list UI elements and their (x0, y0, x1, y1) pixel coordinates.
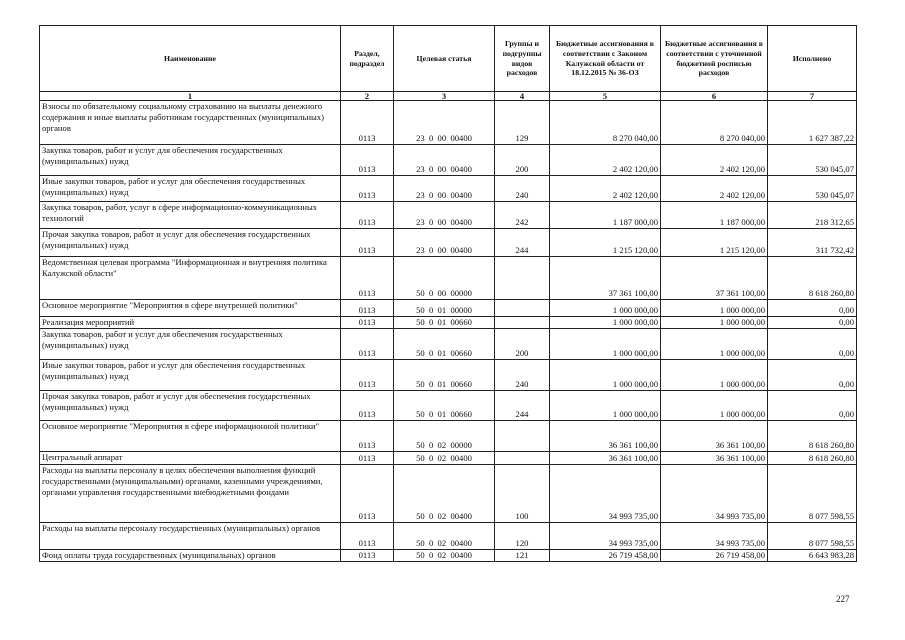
table-row (40, 317, 857, 329)
table-row (40, 452, 857, 465)
cell-budget: 36 361 100,00 (550, 452, 661, 465)
cell-executed: 6 643 983,28 (768, 550, 857, 562)
cell-budget: 34 993 735,00 (550, 523, 661, 550)
table-row (40, 176, 857, 202)
cell-executed: 0,00 (768, 391, 857, 421)
cell-group: 200 (495, 329, 550, 360)
cell-name: Основное мероприятие "Мероприятия в сфере внутренней политики" (40, 300, 341, 317)
cell-updated: 1 000 000,00 (661, 360, 768, 391)
cell-budget: 1 000 000,00 (550, 300, 661, 317)
cell-target: 50 0 01 00660 (394, 391, 495, 421)
table-row (40, 523, 857, 550)
cell-group: 120 (495, 523, 550, 550)
cell-updated: 36 361 100,00 (661, 452, 768, 465)
cell-budget: 1 000 000,00 (550, 329, 661, 360)
cell-budget: 34 993 735,00 (550, 465, 661, 523)
cell-updated: 1 000 000,00 (661, 300, 768, 317)
cell-budget: 1 215 120,00 (550, 229, 661, 257)
table-row (40, 391, 857, 421)
table-row (40, 145, 857, 176)
cell-updated: 36 361 100,00 (661, 421, 768, 452)
table-row (40, 329, 857, 360)
cell-group (495, 452, 550, 465)
cell-name: Центральный аппарат (40, 452, 341, 465)
column-number-row (40, 92, 857, 101)
cell-section: 0113 (341, 145, 394, 176)
cell-section: 0113 (341, 465, 394, 523)
cell-name: Иные закупки товаров, работ и услуг для обеспечения государственных (муниципальных) нужд (40, 360, 341, 391)
cell-target: 50 0 00 00000 (394, 257, 495, 300)
table-row (40, 257, 857, 300)
header-row (40, 26, 857, 92)
cell-name: Расходы на выплаты персоналу в целях обеспечения выполнения функций государственными (муниципальными) органами, казенными учреждениями, органами управления государственными внебюджетными фондами (40, 465, 341, 523)
header-section: Раздел, подраздел (341, 26, 394, 92)
cell-name: Закупка товаров, работ и услуг для обеспечения государственных (муниципальных) нужд (40, 329, 341, 360)
header-updated: Бюджетные ассигнования в соответствии с уточненной бюджетной росписью расходов (661, 26, 768, 92)
cell-executed: 8 618 260,80 (768, 452, 857, 465)
cell-target: 50 0 02 00400 (394, 523, 495, 550)
cell-group: 200 (495, 145, 550, 176)
cell-section: 0113 (341, 523, 394, 550)
cell-executed: 218 312,65 (768, 202, 857, 229)
cell-updated: 1 187 000,00 (661, 202, 768, 229)
cell-name: Реализация мероприятий (40, 317, 341, 329)
cell-name: Прочая закупка товаров, работ и услуг для обеспечения государственных (муниципальных) нужд (40, 229, 341, 257)
cell-group (495, 421, 550, 452)
cell-executed: 8 077 598,55 (768, 465, 857, 523)
cell-group: 240 (495, 176, 550, 202)
cell-updated: 2 402 120,00 (661, 176, 768, 202)
column-number: 1 (40, 92, 341, 101)
cell-section: 0113 (341, 257, 394, 300)
header-name: Наименование (40, 26, 341, 92)
cell-group: 244 (495, 229, 550, 257)
cell-target: 23 0 00 00400 (394, 101, 495, 145)
header-executed: Исполнено (768, 26, 857, 92)
column-number: 4 (495, 92, 550, 101)
cell-section: 0113 (341, 317, 394, 329)
cell-name: Прочая закупка товаров, работ и услуг для обеспечения государственных (муниципальных) нужд (40, 391, 341, 421)
table-row (40, 550, 857, 562)
cell-executed: 0,00 (768, 300, 857, 317)
cell-name: Взносы по обязательному социальному страхованию на выплаты денежного содержания и иные выплаты работникам государственных (муниципальных) органов (40, 101, 341, 145)
cell-updated: 34 993 735,00 (661, 523, 768, 550)
page-number: 227 (836, 594, 850, 604)
cell-budget: 2 402 120,00 (550, 145, 661, 176)
column-number: 3 (394, 92, 495, 101)
column-number: 5 (550, 92, 661, 101)
cell-name: Основное мероприятие "Мероприятия в сфере информационной политики" (40, 421, 341, 452)
cell-name: Фонд оплаты труда государственных (муниципальных) органов (40, 550, 341, 562)
cell-updated: 37 361 100,00 (661, 257, 768, 300)
cell-executed: 530 045,07 (768, 145, 857, 176)
cell-budget: 1 000 000,00 (550, 391, 661, 421)
cell-executed: 311 732,42 (768, 229, 857, 257)
cell-section: 0113 (341, 101, 394, 145)
cell-section: 0113 (341, 202, 394, 229)
cell-section: 0113 (341, 391, 394, 421)
cell-updated: 8 270 040,00 (661, 101, 768, 145)
cell-executed: 0,00 (768, 360, 857, 391)
cell-target: 50 0 02 00400 (394, 452, 495, 465)
cell-budget: 1 000 000,00 (550, 360, 661, 391)
table-row (40, 421, 857, 452)
cell-group (495, 257, 550, 300)
table-row (40, 101, 857, 145)
cell-updated: 26 719 458,00 (661, 550, 768, 562)
cell-budget: 2 402 120,00 (550, 176, 661, 202)
cell-executed: 8 618 260,80 (768, 421, 857, 452)
cell-name: Закупка товаров, работ, услуг в сфере информационно-коммуникационных технологий (40, 202, 341, 229)
cell-section: 0113 (341, 176, 394, 202)
cell-budget: 26 719 458,00 (550, 550, 661, 562)
cell-executed: 530 045,07 (768, 176, 857, 202)
cell-group: 121 (495, 550, 550, 562)
cell-name: Ведомственная целевая программа "Информационная и внутренняя политика Калужской области" (40, 257, 341, 300)
cell-updated: 1 215 120,00 (661, 229, 768, 257)
cell-section: 0113 (341, 421, 394, 452)
cell-target: 50 0 01 00000 (394, 300, 495, 317)
header-target: Целевая статья (394, 26, 495, 92)
cell-section: 0113 (341, 300, 394, 317)
table-row (40, 202, 857, 229)
cell-group (495, 300, 550, 317)
cell-target: 23 0 00 00400 (394, 202, 495, 229)
cell-target: 50 0 01 00660 (394, 329, 495, 360)
cell-target: 50 0 02 00400 (394, 465, 495, 523)
cell-section: 0113 (341, 550, 394, 562)
cell-budget: 8 270 040,00 (550, 101, 661, 145)
cell-updated: 2 402 120,00 (661, 145, 768, 176)
cell-budget: 1 187 000,00 (550, 202, 661, 229)
cell-target: 23 0 00 00400 (394, 229, 495, 257)
cell-section: 0113 (341, 329, 394, 360)
cell-budget: 36 361 100,00 (550, 421, 661, 452)
cell-target: 50 0 01 00660 (394, 360, 495, 391)
cell-executed: 0,00 (768, 317, 857, 329)
cell-target: 23 0 00 00400 (394, 176, 495, 202)
cell-updated: 34 993 735,00 (661, 465, 768, 523)
cell-group (495, 317, 550, 329)
cell-updated: 1 000 000,00 (661, 317, 768, 329)
cell-name: Закупка товаров, работ и услуг для обеспечения государственных (муниципальных) нужд (40, 145, 341, 176)
cell-target: 50 0 02 00000 (394, 421, 495, 452)
table-row (40, 360, 857, 391)
cell-updated: 1 000 000,00 (661, 391, 768, 421)
cell-group: 242 (495, 202, 550, 229)
cell-group: 240 (495, 360, 550, 391)
cell-executed: 8 077 598,55 (768, 523, 857, 550)
header-budget: Бюджетные ассигнования в соответствии с Законом Калужской области от 18.12.2015 № 36-ОЗ (550, 26, 661, 92)
cell-executed: 0,00 (768, 329, 857, 360)
cell-name: Расходы на выплаты персоналу государственных (муниципальных) органов (40, 523, 341, 550)
column-number: 2 (341, 92, 394, 101)
cell-budget: 1 000 000,00 (550, 317, 661, 329)
cell-group: 129 (495, 101, 550, 145)
table-row (40, 229, 857, 257)
cell-section: 0113 (341, 360, 394, 391)
cell-executed: 8 618 260,80 (768, 257, 857, 300)
cell-target: 23 0 00 00400 (394, 145, 495, 176)
cell-updated: 1 000 000,00 (661, 329, 768, 360)
cell-name: Иные закупки товаров, работ и услуг для обеспечения государственных (муниципальных) нужд (40, 176, 341, 202)
cell-budget: 37 361 100,00 (550, 257, 661, 300)
table-row (40, 300, 857, 317)
cell-target: 50 0 01 00660 (394, 317, 495, 329)
cell-section: 0113 (341, 452, 394, 465)
cell-executed: 1 627 387,22 (768, 101, 857, 145)
cell-group: 100 (495, 465, 550, 523)
header-group: Группы и подгруппы видов расходов (495, 26, 550, 92)
cell-group: 244 (495, 391, 550, 421)
cell-section: 0113 (341, 229, 394, 257)
budget-table (39, 25, 857, 562)
table-body (40, 101, 857, 562)
cell-target: 50 0 02 00400 (394, 550, 495, 562)
table-row (40, 465, 857, 523)
column-number: 7 (768, 92, 857, 101)
column-number: 6 (661, 92, 768, 101)
